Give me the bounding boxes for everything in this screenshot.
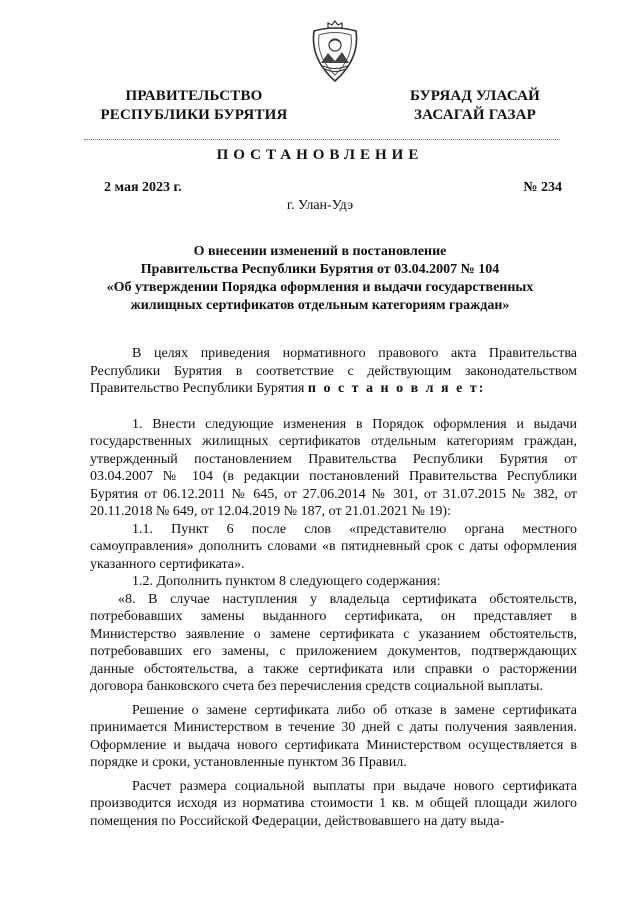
government-name-ru-line1: ПРАВИТЕЛЬСТВО xyxy=(125,88,263,104)
document-body xyxy=(90,345,577,830)
government-name-bua-line1: БУРЯАД УЛАСАЙ xyxy=(409,88,541,104)
paragraph-1: 1. Внести следующие изменения в Порядок оформления и выдачи государственных жилищных сертификатов отдельным категориям граждан, утвержденный постановлением Правительства Республики Бурятия от 03.04.2007 № 104 (в редакции постановлений Правительства Республики Бурятия от 06.12.2011 № 645, от 27.06.2014 № 301, от 31.07.2015 № 382, от 20.11.2018 № 649, от 12.04.2019 № 187, от 21.01.2021 № 19): xyxy=(90,416,577,519)
paragraph-calculation: Расчет размера социальной выплаты при выдаче нового сертификата производится исходя из норматива стоимости 1 кв. м общей площади жилого помещения по Российской Федерации, действовавшего на дату выда- xyxy=(90,778,577,829)
title-line-4: жилищных сертификатов отдельным категориям граждан» xyxy=(130,298,510,313)
title-line-3: «Об утверждении Порядка оформления и выдачи государственных xyxy=(106,280,534,295)
government-name-ru-line2: РЕСПУБЛИКИ БУРЯТИЯ xyxy=(100,107,288,123)
paragraph-8: «8. В случае наступления у владельца сертификата обстоятельств, потребовавших замены выданного сертификата, он представляет в Министерство заявление о замене сертификата с указанием обстоятельств, потребовавших его замены, с приложением документов, подтверждающих данные обстоятельства, а также сертификата или справки о расторжении договора банковского счета без перечисления средств социальной выплаты. xyxy=(90,591,577,694)
document-type: ПОСТАНОВЛЕНИЕ xyxy=(216,147,424,163)
header-divider xyxy=(84,139,560,140)
intro-text: В целях приведения нормативного правового акта Правительства Республики Бурятия в соответствие с действующим законодательством Правительство Республики Бурятия xyxy=(90,346,577,396)
coat-of-arms-icon xyxy=(306,19,364,85)
paragraph-1-2: 1.2. Дополнить пунктом 8 следующего содержания: xyxy=(132,574,441,589)
government-name-ru xyxy=(84,87,304,125)
document-date: 2 мая 2023 г. xyxy=(104,180,182,195)
paragraph-decision: Решение о замене сертификата либо об отказе в замене сертификата принимается Министерством в течение 30 дней с даты получения заявления. Оформление и выдача нового сертификата Министерством осуществляется в порядке и сроки, установленные пунктом 36 Правил. xyxy=(90,702,577,770)
intro-resolves: п о с т а н о в л я е т: xyxy=(307,381,486,396)
title-line-2: Правительства Республики Бурятия от 03.04.2007 № 104 xyxy=(140,262,500,277)
paragraph-1-1: 1.1. Пункт 6 после слов «представителю органа местного самоуправления» дополнить словами «в пятидневный срок с даты оформления указанного сертификата». xyxy=(90,521,577,572)
document-title xyxy=(90,243,550,315)
government-name-bua-line2: ЗАСАГАЙ ГАЗАР xyxy=(414,107,536,123)
government-name-bua xyxy=(380,87,570,125)
title-line-1: О внесении изменений в постановление xyxy=(193,244,447,259)
document-number: № 234 xyxy=(523,180,562,195)
document-city: г. Улан-Удэ xyxy=(286,198,354,213)
intro-paragraph xyxy=(90,345,577,398)
